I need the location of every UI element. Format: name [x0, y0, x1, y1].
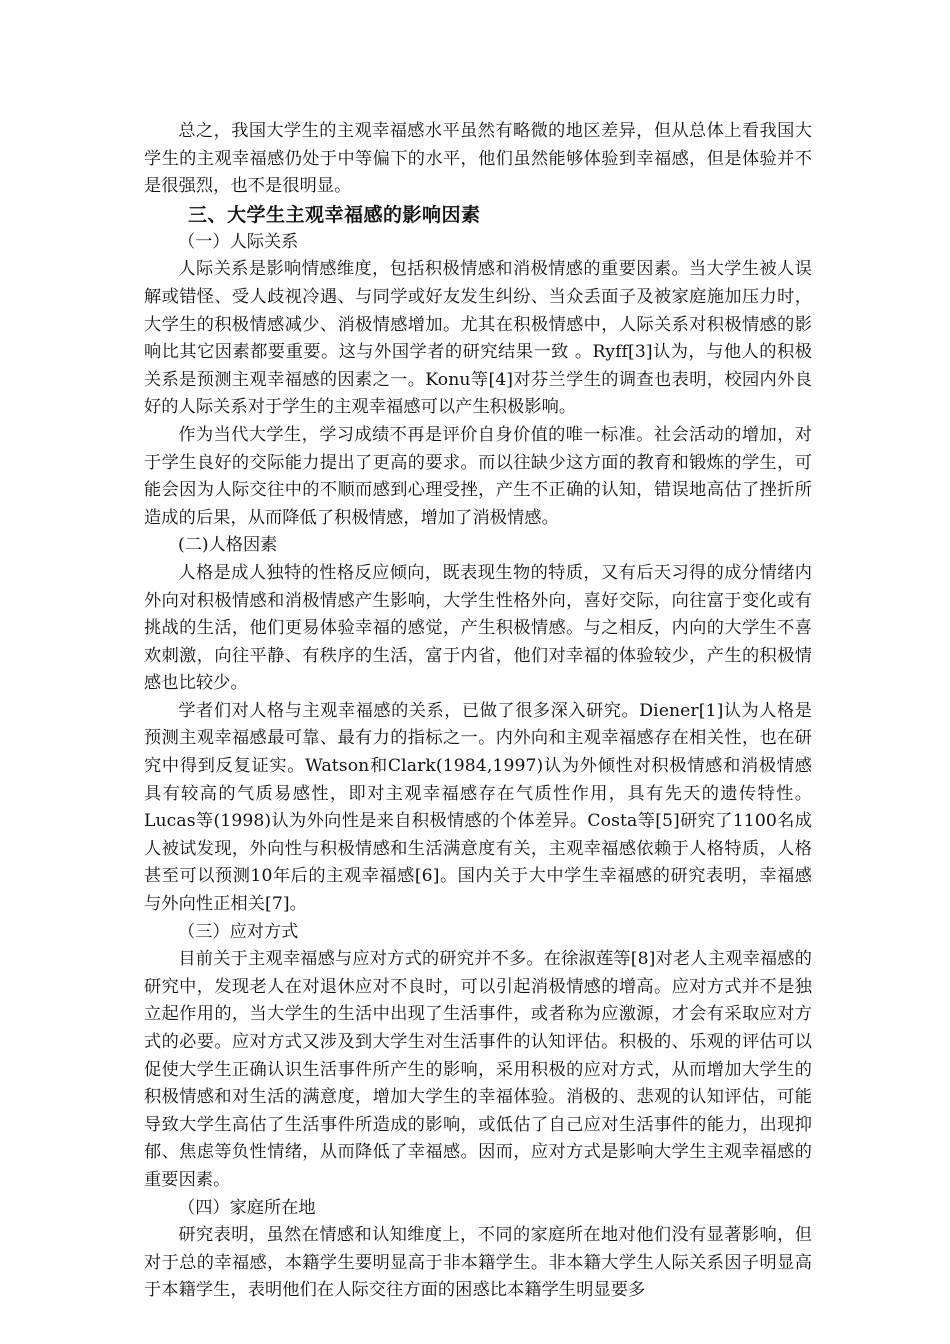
- section-title: 三、大学生主观幸福感的影响因素: [188, 203, 481, 226]
- subsection-heading: （三）应对方式: [178, 921, 299, 942]
- body-paragraph: 人格是成人独特的性格反应倾向，既表现生物的特质，又有后天习得的成分情绪内外向对积极情感和消极情感产生影响，大学生性格外向，喜好交际，向往富于变化或有挑战的生活，他们更易体验幸福的感觉，产生积极情感。与之相反，内向的大学生不喜欢刺激，向往平静、有秩序的生活，富于内省，他们对幸福的体验较少，产生的积极情感也比较少。: [144, 562, 812, 694]
- body-paragraph: 学者们对人格与主观幸福感的关系，已做了很多深入研究。Diener[1]认为人格是预测主观幸福感最可靠、最有力的指标之一。内外向和主观幸福感存在相关性，也在研究中得到反复证实。Watson和Clark(1984,1997)认为外倾性对积极情感和消极情感具有较高的气质易感性，即对主观幸福感存在气质性作用，具有先天的遗传特性。Lucas等(1998)认为外向性是来自积极情感的个体差异。Costa等[5]研究了1100名成人被试发现，外向性与积极情感和生活满意度有关，主观幸福感依赖于人格特质，人格甚至可以预测10年后的主观幸福感[6]。国内关于大中学生幸福感的研究表明，幸福感与外向性正相关[7]。: [144, 700, 812, 915]
- subsection-heading: （一）人际关系: [178, 231, 299, 252]
- subsection-heading: （四）家庭所在地: [178, 1197, 316, 1218]
- subsection-interpersonal: [144, 229, 812, 533]
- subsection-hometown: [144, 1195, 812, 1305]
- body-paragraph: 研究表明，虽然在情感和认知维度上，不同的家庭所在地对他们没有显著影响，但对于总的幸福感，本籍学生要明显高于非本籍学生。非本籍大学生人际关系因子明显高于本籍学生，表明他们在人际交往方面的困惑比本籍学生明显要多: [144, 1225, 812, 1301]
- body-paragraph: 作为当代大学生，学习成绩不再是评价自身价值的唯一标准。社会活动的增加，对于学生良好的交际能力提出了更高的要求。而以往缺少这方面的教育和锻炼的学生，可能会因为人际交往中的不顺而感到心理受挫，产生不正确的认知，错误地高估了挫折所造成的后果，从而降低了积极情感，增加了消极情感。: [144, 424, 812, 528]
- subsection-heading: (二)人格因素: [178, 535, 278, 556]
- subsection-personality: [144, 532, 812, 918]
- intro-paragraph: 总之，我国大学生的主观幸福感水平虽然有略微的地区差异，但从总体上看我国大学生的主观幸福感仍处于中等偏下的水平，他们虽然能够体验到幸福感，但是体验并不是很强烈，也不是很明显。: [144, 121, 812, 197]
- subsection-coping: [144, 919, 812, 1195]
- document-page: [144, 118, 812, 1305]
- body-paragraph: 人际关系是影响情感维度，包括积极情感和消极情感的重要因素。当大学生被人误解或错怪、受人歧视冷遇、与同学或好友发生纠纷、当众丢面子及被家庭施加压力时，大学生的积极情感减少、消极情感增加。尤其在积极情感中，人际关系对积极情感的影响比其它因素都要重要。这与外国学者的研究结果一致 。Ryff[3]认为，与他人的积极关系是预测主观幸福感的因素之一。Konu等[4]对芬兰学生的调查也表明，校园内外良好的人际关系对于学生的主观幸福感可以产生积极影响。: [144, 259, 812, 418]
- body-paragraph: 目前关于主观幸福感与应对方式的研究并不多。在徐淑莲等[8]对老人主观幸福感的研究中，发现老人在对退休应对不良时，可以引起消极情感的增高。应对方式并不是独立起作用的，当大学生的生活中出现了生活事件，或者称为应激源，才会有采取应对方式的必要。应对方式又涉及到大学生对生活事件的认知评估。积极的、乐观的评估可以促使大学生正确认识生活事件所产生的影响，采用积极的应对方式，从而增加大学生的积极情感和对生活的满意度，增加大学生的幸福体验。消极的、悲观的认知评估，可能导致大学生高估了生活事件所造成的影响，或低估了自己应对生活事件的能力，出现抑郁、焦虑等负性情绪，从而降低了幸福感。因而，应对方式是影响大学生主观幸福感的重要因素。: [144, 949, 812, 1190]
